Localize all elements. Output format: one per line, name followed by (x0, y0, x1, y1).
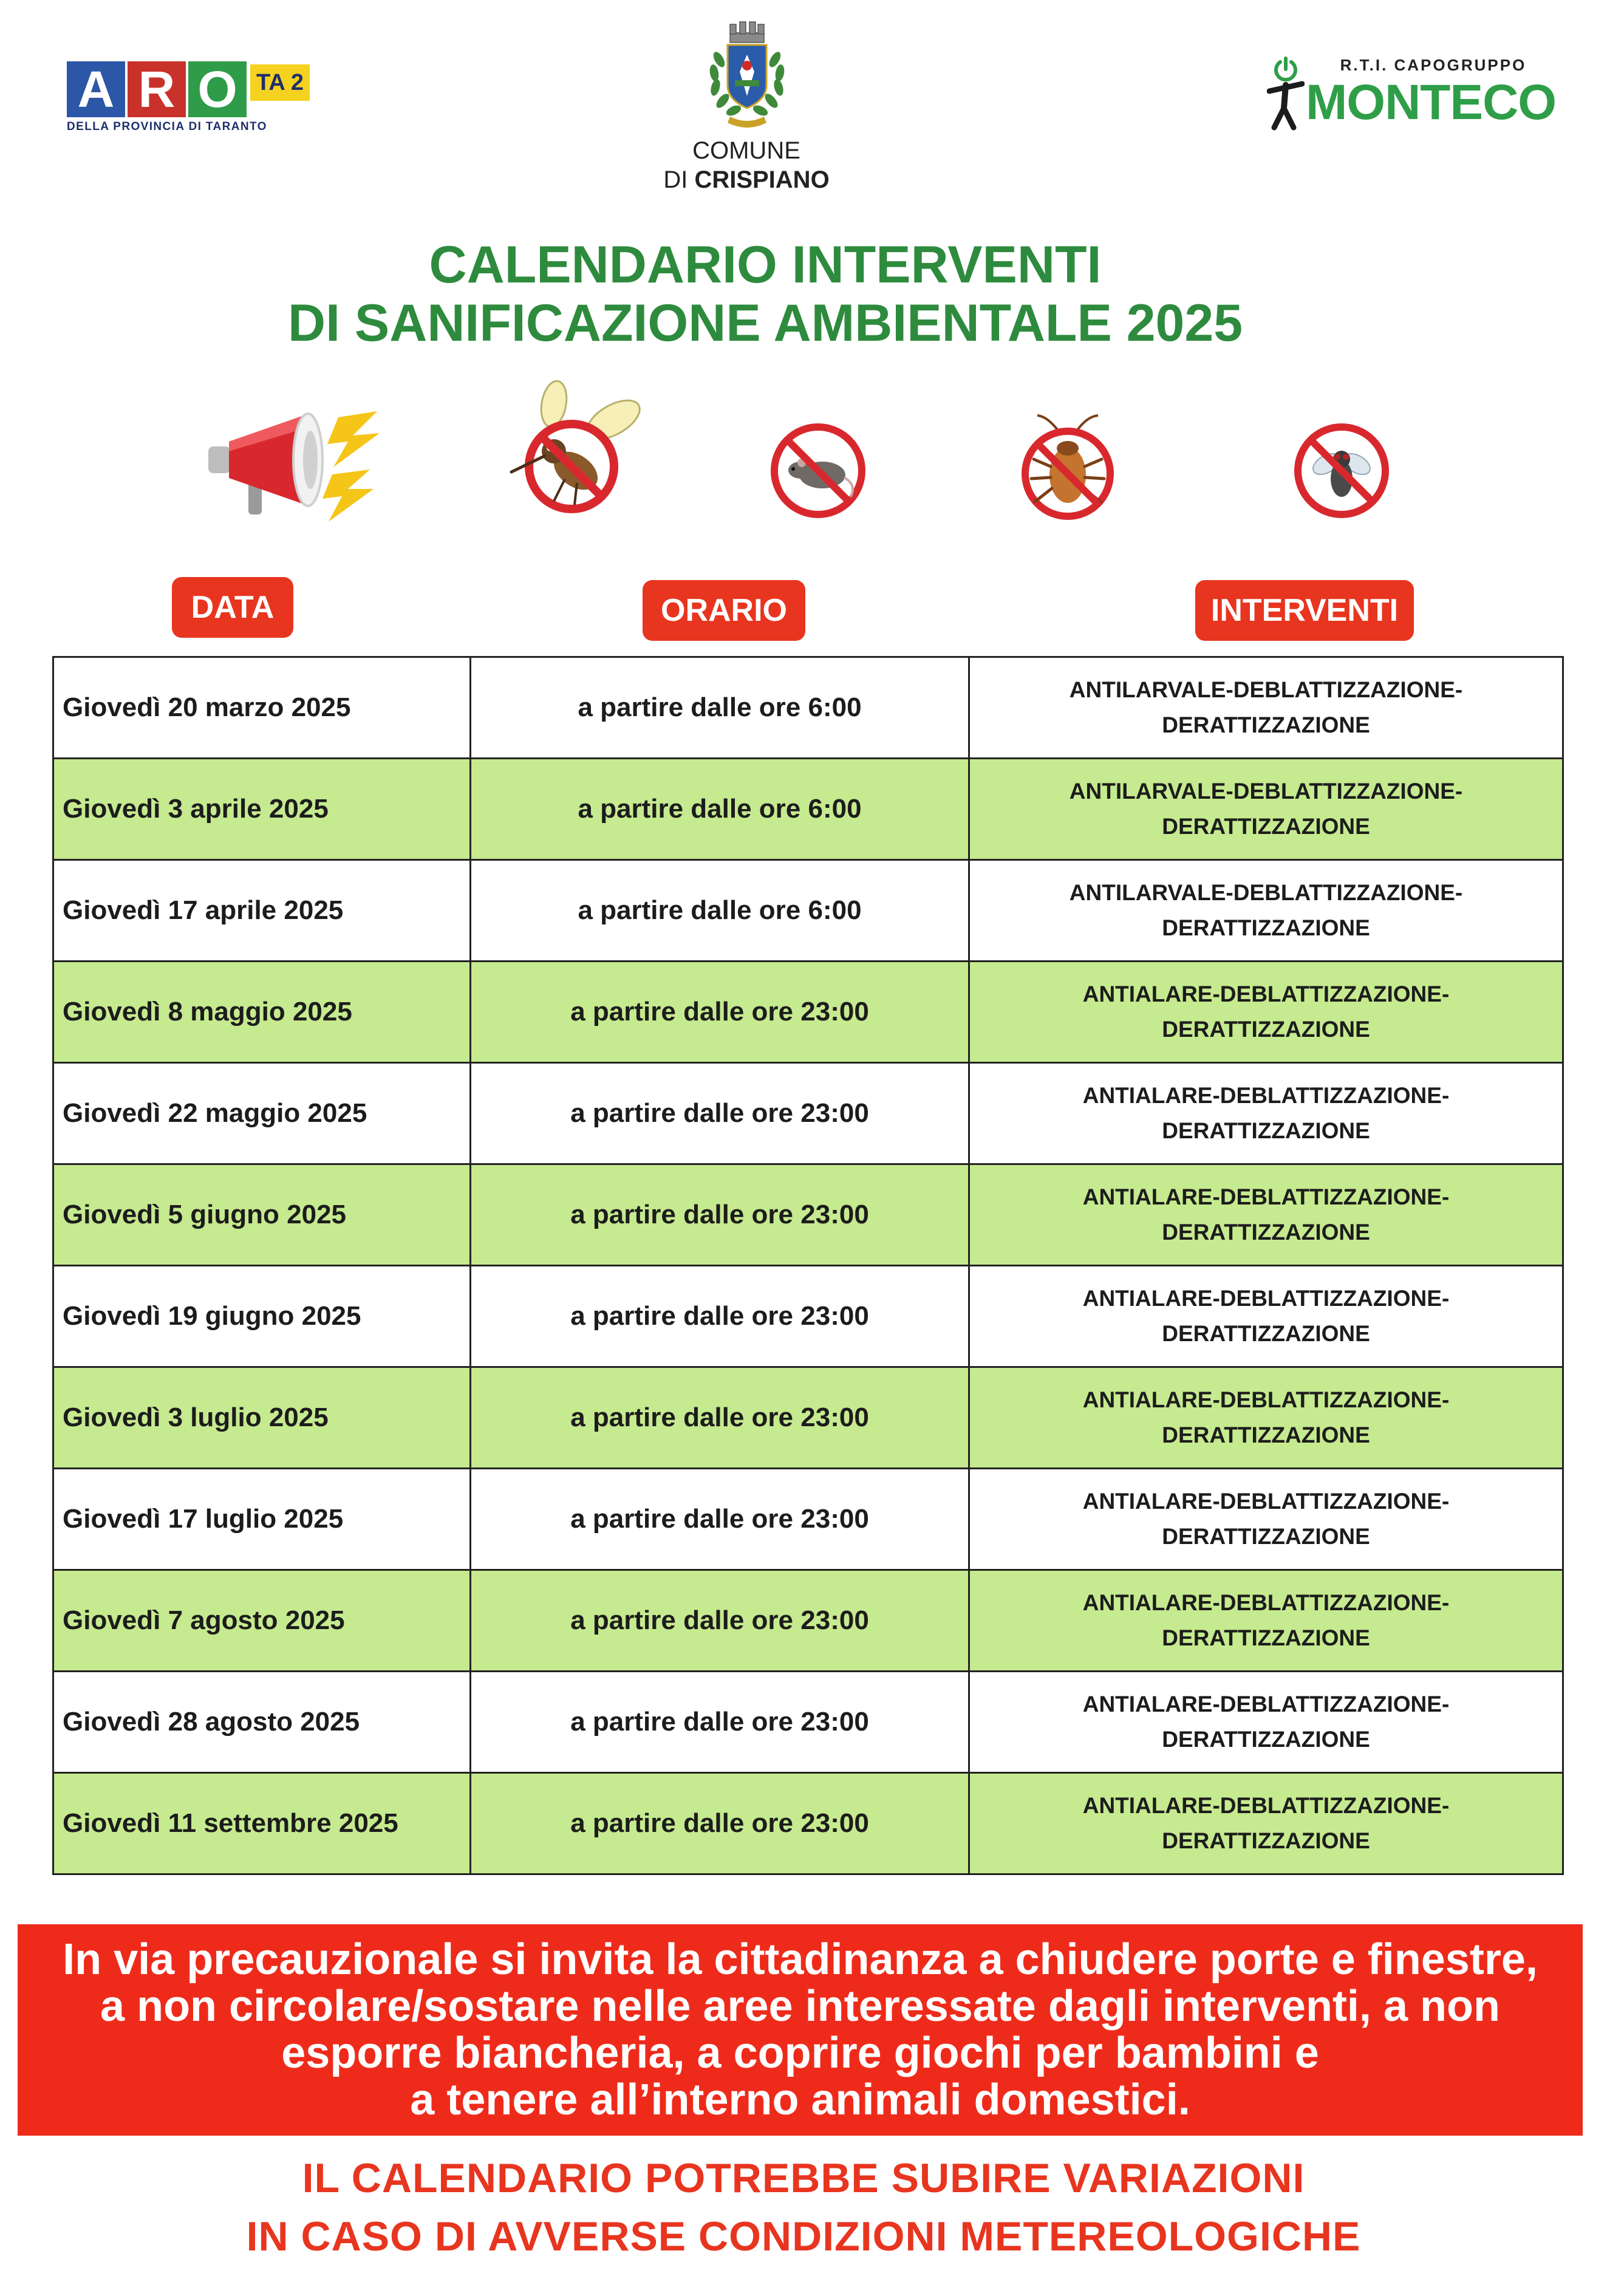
aro-logo-subtitle: DELLA PROVINCIA DI TARANTO (67, 120, 267, 133)
notice-line: a non circolare/sostare nelle aree interessate dagli interventi, a non (100, 1982, 1500, 2031)
notice-line: In via precauzionale si invita la cittadinanza a chiudere porte e finestre, (63, 1935, 1538, 1984)
time-cell: a partire dalle ore 23:00 (471, 1063, 969, 1164)
header-interventi: INTERVENTI (1195, 580, 1414, 641)
calendar-table (52, 656, 1564, 1875)
interventions-text: ANTIALARE-DEBLATTIZZAZIONE-DERATTIZZAZIONE (1082, 1692, 1450, 1752)
interventions-text: ANTIALARE-DEBLATTIZZAZIONE-DERATTIZZAZIONE (1082, 1184, 1450, 1245)
date-cell: Giovedì 20 marzo 2025 (53, 657, 471, 759)
date-cell: Giovedì 3 luglio 2025 (53, 1367, 471, 1469)
date-cell: Giovedì 5 giugno 2025 (53, 1164, 471, 1266)
date-cell: Giovedì 7 agosto 2025 (53, 1570, 471, 1672)
table-row (53, 962, 1563, 1063)
comune-logo-line2 (625, 165, 868, 194)
interventions-text: ANTIALARE-DEBLATTIZZAZIONE-DERATTIZZAZIONE (1082, 1590, 1450, 1650)
variation-warning-line2: IN CASO DI AVVERSE CONDIZIONI METEREOLOGICHE (246, 2213, 1361, 2260)
time-cell: a partire dalle ore 23:00 (471, 1164, 969, 1266)
date-cell: Giovedì 28 agosto 2025 (53, 1672, 471, 1773)
interventions-cell (969, 1469, 1563, 1570)
date-cell: Giovedì 3 aprile 2025 (53, 759, 471, 860)
interventions-cell (969, 1266, 1563, 1367)
interventions-cell (969, 962, 1563, 1063)
table-row (53, 1063, 1563, 1164)
table-row (53, 657, 1563, 759)
monteco-figure-icon (1267, 56, 1305, 131)
aro-logo-suffix: TA 2 (250, 64, 310, 101)
page-title (0, 236, 1530, 352)
time-cell: a partire dalle ore 23:00 (471, 1469, 969, 1570)
date-cell: Giovedì 8 maggio 2025 (53, 962, 471, 1063)
megaphone-icon (197, 404, 392, 525)
table-row (53, 1570, 1563, 1672)
time-cell: a partire dalle ore 23:00 (471, 1266, 969, 1367)
interventions-cell (969, 759, 1563, 860)
interventions-cell (969, 1570, 1563, 1672)
comune-logo-name: CRISPIANO (694, 166, 830, 193)
comune-logo-text (625, 136, 868, 194)
table-row (53, 1469, 1563, 1570)
time-cell: a partire dalle ore 6:00 (471, 860, 969, 962)
time-cell: a partire dalle ore 23:00 (471, 1367, 969, 1469)
page-title-line1: CALENDARIO INTERVENTI (429, 236, 1102, 294)
variation-warning-line1: IL CALENDARIO POTREBBE SUBIRE VARIAZIONI (302, 2155, 1305, 2201)
time-cell: a partire dalle ore 23:00 (471, 1570, 969, 1672)
time-cell: a partire dalle ore 23:00 (471, 1672, 969, 1773)
date-cell: Giovedì 22 maggio 2025 (53, 1063, 471, 1164)
comune-logo-prefix: DI (663, 166, 688, 193)
crispiano-crest-icon (698, 17, 796, 132)
variation-warning (0, 2149, 1607, 2266)
no-rat-icon (766, 419, 870, 522)
time-cell: a partire dalle ore 6:00 (471, 759, 969, 860)
date-cell: Giovedì 17 aprile 2025 (53, 860, 471, 962)
interventions-text: ANTILARVALE-DEBLATTIZZAZIONE-DERATTIZZAZIONE (1069, 779, 1463, 839)
notice-line: a tenere all’interno animali domestici. (410, 2076, 1190, 2124)
aro-logo (66, 60, 321, 138)
interventions-text: ANTIALARE-DEBLATTIZZAZIONE-DERATTIZZAZIONE (1082, 1489, 1450, 1549)
table-row (53, 1266, 1563, 1367)
aro-logo-letter-r: R (128, 61, 186, 117)
interventions-text: ANTIALARE-DEBLATTIZZAZIONE-DERATTIZZAZIONE (1082, 1387, 1450, 1447)
header-data: DATA (172, 577, 293, 638)
aro-logo-letter-a: A (67, 61, 125, 117)
interventions-text: ANTIALARE-DEBLATTIZZAZIONE-DERATTIZZAZIONE (1082, 1286, 1450, 1346)
table-row (53, 1164, 1563, 1266)
table-row (53, 1773, 1563, 1874)
page-title-line2: DI SANIFICAZIONE AMBIENTALE 2025 (287, 294, 1243, 352)
table-row (53, 860, 1563, 962)
interventions-cell (969, 1164, 1563, 1266)
no-fly-icon (1290, 419, 1393, 522)
interventions-text: ANTILARVALE-DEBLATTIZZAZIONE-DERATTIZZAZIONE (1069, 677, 1463, 737)
interventions-text: ANTIALARE-DEBLATTIZZAZIONE-DERATTIZZAZIONE (1082, 1793, 1450, 1853)
time-cell: a partire dalle ore 23:00 (471, 1773, 969, 1874)
interventions-text: ANTIALARE-DEBLATTIZZAZIONE-DERATTIZZAZIONE (1082, 1083, 1450, 1143)
interventions-cell (969, 1773, 1563, 1874)
no-mosquito-icon (498, 380, 650, 525)
table-row (53, 1367, 1563, 1469)
interventions-cell (969, 1063, 1563, 1164)
table-row (53, 1672, 1563, 1773)
monteco-logo-tagline: R.T.I. CAPOGRUPPO (1340, 56, 1527, 74)
interventions-cell (969, 657, 1563, 759)
time-cell: a partire dalle ore 6:00 (471, 657, 969, 759)
interventions-cell (969, 860, 1563, 962)
time-cell: a partire dalle ore 23:00 (471, 962, 969, 1063)
notice-line: esporre biancheria, a coprire giochi per bambini e (281, 2029, 1319, 2077)
monteco-logo-name: MONTECO (1306, 75, 1557, 130)
date-cell: Giovedì 19 giugno 2025 (53, 1266, 471, 1367)
date-cell: Giovedì 17 luglio 2025 (53, 1469, 471, 1570)
interventions-cell (969, 1672, 1563, 1773)
interventions-cell (969, 1367, 1563, 1469)
date-cell: Giovedì 11 settembre 2025 (53, 1773, 471, 1874)
aro-logo-letter-o: O (188, 61, 247, 117)
table-row (53, 759, 1563, 860)
interventions-text: ANTIALARE-DEBLATTIZZAZIONE-DERATTIZZAZIONE (1082, 982, 1450, 1042)
interventions-text: ANTILARVALE-DEBLATTIZZAZIONE-DERATTIZZAZIONE (1069, 880, 1463, 940)
precaution-notice (18, 1924, 1583, 2136)
header-orario: ORARIO (643, 580, 805, 641)
comune-logo-line1: COMUNE (692, 137, 800, 164)
no-cockroach-icon (1013, 411, 1122, 526)
